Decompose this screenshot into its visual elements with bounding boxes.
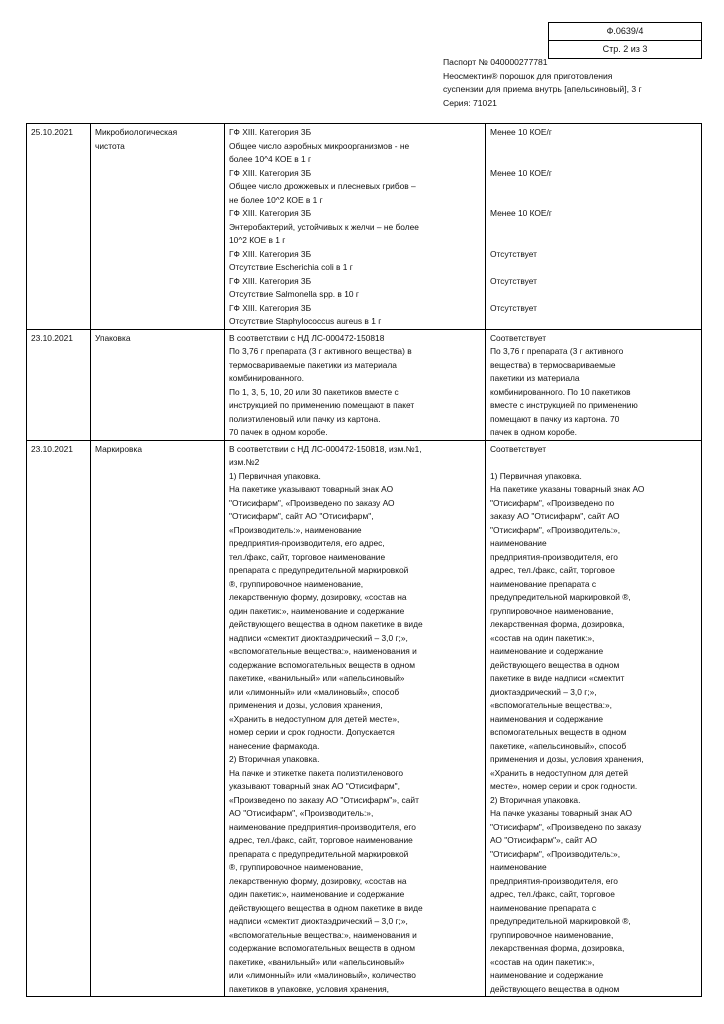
result-line: применения и дозы, условия хранения,	[490, 754, 644, 764]
result-line: вспомогательных веществ в одном	[490, 727, 627, 737]
requirement-line: "Отисифарм", сайт АО "Отисифарм",	[229, 511, 374, 521]
result-line: наименование препарата с	[490, 578, 597, 589]
result-line: наименование и содержание	[490, 970, 604, 980]
requirement-line: По 3,76 г препарата (3 г активного вещества) в	[229, 346, 412, 356]
requirement-line: На пачке и этикетке пакета полиэтиленового	[229, 767, 404, 778]
result-cell	[486, 124, 702, 330]
test-name-cell	[91, 329, 225, 440]
requirement-line: «вспомогательные вещества:», наименования и	[229, 646, 417, 656]
result-line: пакетике, «апельсиновый», способ	[490, 740, 627, 751]
form-code-box	[548, 22, 702, 59]
form-code: Ф.0639/4	[606, 26, 644, 36]
result-line: Отсутствует	[490, 302, 537, 313]
date-text: 23.10.2021	[31, 443, 73, 454]
result-line: заказу АО "Отисифарм", сайт АО	[490, 511, 620, 521]
passport-line: Неосмектин® порошок для приготовления	[443, 70, 613, 81]
requirement-line: В соответствии с НД ЛС-000472-150818, изм.№1,	[229, 443, 422, 454]
requirement-line: ГФ XIII. Категория 3Б	[229, 127, 312, 137]
requirement-line: более 10^4 КОЕ в 1 г	[229, 154, 312, 164]
requirement-line: нанесение фармакода.	[229, 740, 320, 751]
requirement-line: пакетиков в упаковке, условия хранения,	[229, 983, 389, 994]
result-line: наименование и содержание	[490, 646, 604, 656]
result-line: месте», номер серии и срок годности.	[490, 781, 638, 791]
requirement-line: предприятия-производителя, его адрес,	[229, 538, 385, 548]
result-line: Менее 10 КОЕ/г	[490, 208, 552, 218]
result-line: предупредительной маркировкой ®,	[490, 592, 631, 602]
result-line: предприятия-производителя, его	[490, 875, 618, 886]
requirement-line: действующего вещества в одном пакетике в виде	[229, 902, 423, 913]
result-line: «Хранить в недоступном для детей	[490, 767, 628, 778]
result-line: "Отисифарм", «Произведено по заказу	[490, 821, 642, 832]
result-line: помещают в пачку из картона. 70	[490, 413, 620, 424]
result-line	[490, 456, 698, 470]
requirement-cell	[225, 329, 486, 440]
table-row	[27, 124, 702, 330]
requirement-line: содержание вспомогательных веществ в одном	[229, 659, 415, 670]
requirement-line: Общее число аэробных микроорганизмов - не	[229, 140, 410, 151]
passport-header	[443, 56, 642, 110]
requirement-line: один пакетик:», наименование и содержание	[229, 889, 405, 899]
result-line	[490, 234, 698, 248]
date-cell	[27, 440, 91, 997]
requirement-line: АО "Отисифарм", «Производитель:»,	[229, 808, 374, 818]
requirement-line: лекарственную форму, дозировку, «состав на	[229, 592, 407, 602]
table-row	[27, 329, 702, 440]
result-line: Менее 10 КОЕ/г	[490, 127, 552, 137]
passport-line: Серия: 71021	[443, 97, 497, 108]
requirement-line: «Хранить в недоступном для детей месте»,	[229, 713, 400, 724]
requirement-line: «Произведено по заказу АО "Отисифарм"», сайт	[229, 794, 419, 805]
requirement-line: указывают товарный знак АО "Отисифарм",	[229, 781, 400, 791]
requirement-line: По 1, 3, 5, 10, 20 или 30 пакетиков вместе с	[229, 386, 399, 397]
result-line: пакетики из материала	[490, 373, 580, 383]
requirement-line: ®, группировочное наименование,	[229, 862, 364, 872]
requirement-line: полиэтиленовый или пачку из картона.	[229, 413, 381, 424]
result-line: На пакетике указаны товарный знак АО	[490, 484, 645, 494]
requirement-line: наименование предприятия-производителя, его	[229, 821, 416, 832]
requirement-line: номер серии и срок годности. Допускается	[229, 727, 395, 737]
result-line: 1) Первичная упаковка.	[490, 470, 582, 481]
requirement-line: ГФ XIII. Категория 3Б	[229, 208, 312, 218]
result-line: "Отисифарм", «Производитель:»,	[490, 524, 621, 535]
date-text: 23.10.2021	[31, 332, 73, 343]
result-line: адрес, тел./факс, сайт, торговое	[490, 889, 615, 899]
requirement-line: "Отисифарм", «Произведено по заказу АО	[229, 497, 395, 508]
result-line: наименование препарата с	[490, 902, 597, 913]
requirement-line: или «лимонный» или «малиновый», количество	[229, 970, 416, 980]
result-cell	[486, 329, 702, 440]
result-line: 2) Вторичная упаковка.	[490, 794, 581, 805]
results-table	[26, 123, 702, 997]
result-line	[490, 261, 698, 275]
result-cell	[486, 440, 702, 997]
result-line: пачек в одном коробе.	[490, 427, 577, 437]
result-line	[490, 194, 698, 208]
test-name-line: чистота	[95, 140, 125, 151]
date-cell	[27, 124, 91, 330]
requirement-line: надписи «смектит диоктаэдрический – 3,0 г;»,	[229, 916, 408, 926]
result-line: Отсутствует	[490, 275, 537, 286]
result-line: лекарственная форма, дозировка,	[490, 619, 625, 629]
requirement-line: изм.№2	[229, 457, 260, 467]
requirement-line: пакетике, «ванильный» или «апельсиновый»	[229, 673, 405, 683]
requirement-line: инструкцией по применению помещают в пакет	[229, 400, 415, 410]
result-line: группировочное наименование,	[490, 929, 614, 940]
requirement-line: тел./факс, сайт, торговое наименование	[229, 551, 386, 562]
requirement-line: Отсутствие Staphylococcus aureus в 1 г	[229, 316, 382, 326]
page-number: Стр. 2 из 3	[549, 40, 701, 58]
requirement-line: В соответствии с НД ЛС-000472-150818	[229, 332, 385, 343]
requirement-line: ГФ XIII. Категория 3Б	[229, 275, 312, 286]
result-line: По 3,76 г препарата (3 г активного	[490, 346, 624, 356]
passport-line: Паспорт № 040000277781	[443, 57, 548, 67]
result-line: Отсутствует	[490, 248, 537, 259]
result-line	[490, 140, 698, 154]
test-name-cell	[91, 124, 225, 330]
requirement-line: надписи «смектит диоктаэдрический – 3,0 г;»,	[229, 632, 408, 643]
requirement-line: один пакетик:», наименование и содержание	[229, 605, 405, 616]
requirement-line: препарата с предупредительной маркировкой	[229, 848, 409, 859]
result-line: наименование	[490, 862, 547, 872]
result-line: предприятия-производителя, его	[490, 551, 618, 562]
test-name-line: Упаковка	[95, 332, 131, 343]
requirement-line: лекарственную форму, дозировку, «состав на	[229, 875, 407, 886]
requirement-line: термосвариваемые пакетики из материала	[229, 359, 397, 370]
result-line: Соответствует	[490, 443, 547, 454]
requirement-line: Энтеробактерий, устойчивых к желчи – не более	[229, 221, 419, 232]
result-line: "Отисифарм", «Произведено по	[490, 497, 615, 508]
result-line: АО "Отисифарм"», сайт АО	[490, 835, 597, 845]
requirement-line: комбинированного.	[229, 373, 304, 383]
result-line: адрес, тел./факс, сайт, торговое	[490, 565, 615, 575]
result-line: предупредительной маркировкой ®,	[490, 916, 631, 926]
result-line	[490, 180, 698, 194]
test-name-cell	[91, 440, 225, 997]
result-line	[490, 221, 698, 235]
requirement-cell	[225, 440, 486, 997]
requirement-line: На пакетике указывают товарный знак АО	[229, 484, 394, 494]
result-line: вещества) в термосвариваемые	[490, 359, 616, 370]
result-line	[490, 153, 698, 167]
result-line: пакетике в виде надписи «смектит	[490, 673, 625, 683]
requirement-cell	[225, 124, 486, 330]
requirement-line: 1) Первичная упаковка.	[229, 470, 321, 481]
requirement-line: применения и дозы, условия хранения,	[229, 700, 383, 710]
result-line: наименование	[490, 538, 547, 548]
result-line: лекарственная форма, дозировка,	[490, 943, 625, 953]
requirement-line: адрес, тел./факс, сайт, торговое наименование	[229, 835, 413, 845]
passport-line: суспензии для приема внутрь [апельсиновый], 3 г	[443, 84, 642, 94]
requirement-line: Общее число дрожжевых и плесневых грибов –	[229, 181, 416, 191]
result-line: действующего вещества в одном	[490, 983, 620, 994]
result-line: диоктаэдрический – 3,0 г;»,	[490, 686, 597, 697]
requirement-line: ГФ XIII. Категория 3Б	[229, 167, 312, 178]
requirement-line: пакетике, «ванильный» или «апельсиновый»	[229, 956, 405, 967]
date-text: 25.10.2021	[31, 127, 73, 137]
requirement-line: препарата с предупредительной маркировкой	[229, 565, 409, 575]
requirement-line: не более 10^2 КОЕ в 1 г	[229, 194, 323, 205]
requirement-line: или «лимонный» или «малиновый», способ	[229, 686, 400, 697]
result-line: наименования и содержание	[490, 713, 604, 724]
requirement-line: «вспомогательные вещества:», наименования и	[229, 929, 417, 940]
result-line: «состав на один пакетик:»,	[490, 956, 595, 967]
result-line: вместе с инструкцией по применению	[490, 400, 638, 410]
test-name-line: Маркировка	[95, 443, 142, 454]
requirement-line: 2) Вторичная упаковка.	[229, 754, 320, 764]
result-line: группировочное наименование,	[490, 605, 614, 616]
result-line: Менее 10 КОЕ/г	[490, 167, 552, 178]
requirement-line: «Производитель:», наименование	[229, 524, 362, 535]
result-line: комбинированного. По 10 пакетиков	[490, 386, 631, 397]
requirement-line: ®, группировочное наименование,	[229, 578, 364, 589]
result-line	[490, 288, 698, 302]
result-line: "Отисифарм", «Производитель:»,	[490, 848, 621, 859]
result-line: «состав на один пакетик:»,	[490, 632, 595, 643]
result-line: действующего вещества в одном	[490, 659, 620, 670]
requirement-line: ГФ XIII. Категория 3Б	[229, 302, 312, 313]
result-line: На пачке указаны товарный знак АО	[490, 808, 632, 818]
requirement-line: Отсутствие Escherichia coli в 1 г	[229, 262, 353, 272]
result-line: «вспомогательные вещества:»,	[490, 700, 612, 710]
date-cell	[27, 329, 91, 440]
test-name-line: Микробиологическая	[95, 127, 178, 137]
requirement-line: действующего вещества в одном пакетике в виде	[229, 619, 423, 629]
result-line: Соответствует	[490, 332, 547, 343]
table-row	[27, 440, 702, 997]
requirement-line: 70 пачек в одном коробе.	[229, 427, 328, 437]
requirement-line: 10^2 КОЕ в 1 г	[229, 235, 286, 245]
requirement-line: содержание вспомогательных веществ в одном	[229, 943, 415, 953]
requirement-line: ГФ XIII. Категория 3Б	[229, 248, 312, 259]
requirement-line: Отсутствие Salmonella spp. в 10 г	[229, 289, 359, 299]
